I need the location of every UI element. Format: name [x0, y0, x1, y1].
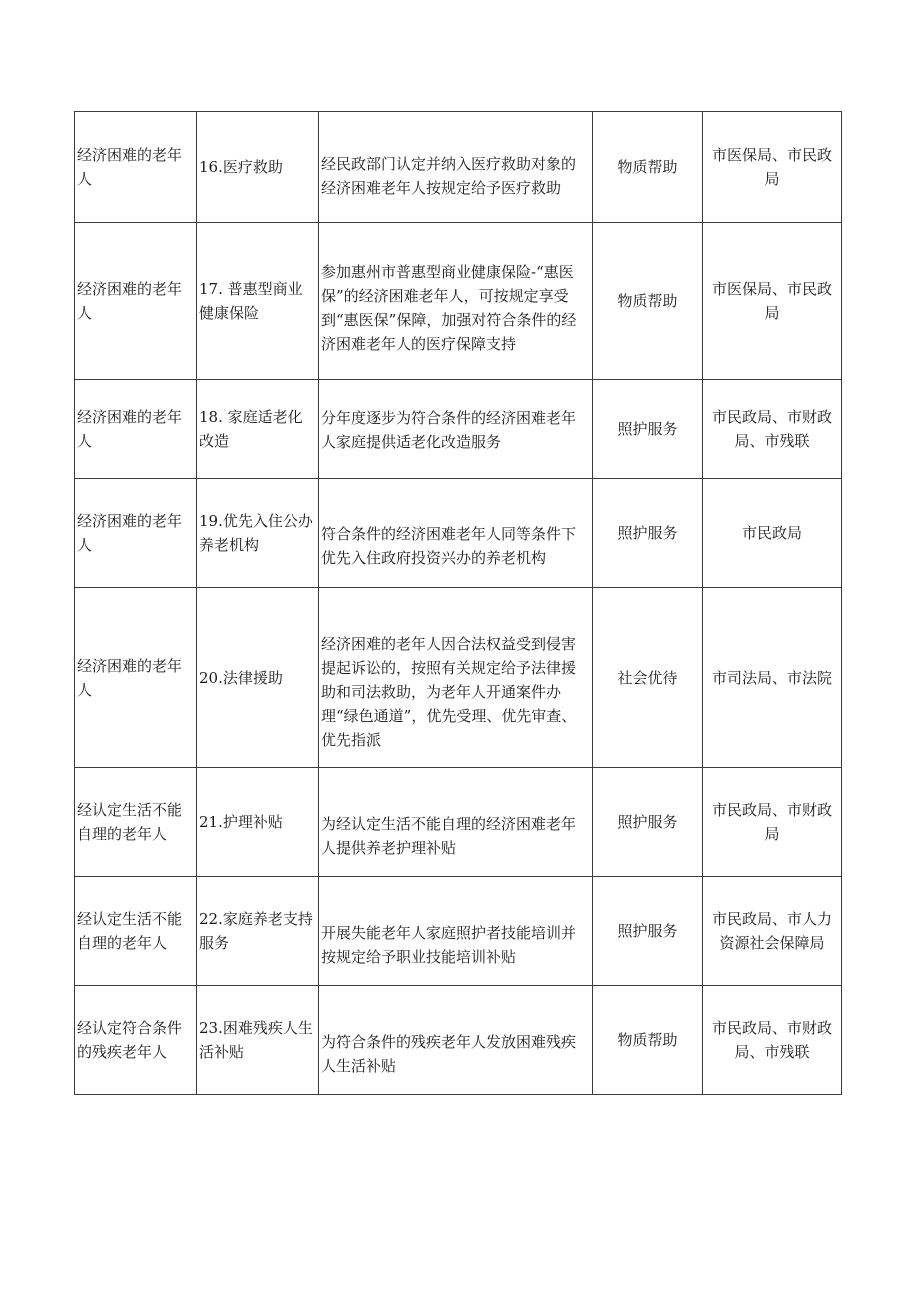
cell-item: 16.医疗救助 [197, 112, 319, 223]
cell-dept: 市民政局、市财政局、市残联 [703, 986, 842, 1095]
cell-content: 为经认定生活不能自理的经济困难老年人提供养老护理补贴 [319, 768, 593, 877]
cell-dept: 市民政局 [703, 479, 842, 588]
cell-target: 经认定生活不能自理的老年人 [75, 768, 197, 877]
cell-item: 18. 家庭适老化改造 [197, 380, 319, 479]
cell-item: 23.困难残疾人生活补贴 [197, 986, 319, 1095]
cell-type: 照护服务 [593, 768, 703, 877]
cell-content: 开展失能老年人家庭照护者技能培训并按规定给予职业技能培训补贴 [319, 877, 593, 986]
cell-type: 物质帮助 [593, 223, 703, 380]
table-row [75, 768, 842, 877]
cell-content: 分年度逐步为符合条件的经济困难老年人家庭提供适老化改造服务 [319, 380, 593, 479]
policy-table [74, 111, 842, 1095]
cell-item: 21.护理补贴 [197, 768, 319, 877]
cell-dept: 市医保局、市民政局 [703, 223, 842, 380]
cell-content: 经民政部门认定并纳入医疗救助对象的经济困难老年人按规定给予医疗救助 [319, 112, 593, 223]
table-row [75, 479, 842, 588]
cell-item: 19.优先入住公办养老机构 [197, 479, 319, 588]
cell-item: 20.法律援助 [197, 588, 319, 768]
cell-target: 经济困难的老年人 [75, 380, 197, 479]
cell-content: 参加惠州市普惠型商业健康保险-“惠医保”的经济困难老年人，可按规定享受到“惠医保”保障，加强对符合条件的经济困难老年人的医疗保障支持 [319, 223, 593, 380]
cell-target: 经济困难的老年人 [75, 588, 197, 768]
table-row [75, 112, 842, 223]
cell-type: 物质帮助 [593, 986, 703, 1095]
cell-dept: 市民政局、市人力资源社会保障局 [703, 877, 842, 986]
table-row [75, 877, 842, 986]
table-row [75, 223, 842, 380]
cell-content: 经济困难的老年人因合法权益受到侵害提起诉讼的，按照有关规定给予法律援助和司法救助，为老年人开通案件办理“绿色通道”，优先受理、优先审查、优先指派 [319, 588, 593, 768]
cell-item: 17. 普惠型商业健康保险 [197, 223, 319, 380]
cell-type: 照护服务 [593, 380, 703, 479]
cell-type: 照护服务 [593, 877, 703, 986]
cell-type: 物质帮助 [593, 112, 703, 223]
cell-dept: 市司法局、市法院 [703, 588, 842, 768]
table-row [75, 986, 842, 1095]
table-row [75, 380, 842, 479]
cell-type: 社会优待 [593, 588, 703, 768]
cell-target: 经济困难的老年人 [75, 112, 197, 223]
cell-dept: 市医保局、市民政局 [703, 112, 842, 223]
cell-dept: 市民政局、市财政局 [703, 768, 842, 877]
cell-target: 经认定生活不能自理的老年人 [75, 877, 197, 986]
cell-target: 经认定符合条件的残疾老年人 [75, 986, 197, 1095]
cell-content: 符合条件的经济困难老年人同等条件下优先入住政府投资兴办的养老机构 [319, 479, 593, 588]
cell-dept: 市民政局、市财政局、市残联 [703, 380, 842, 479]
cell-target: 经济困难的老年人 [75, 479, 197, 588]
cell-type: 照护服务 [593, 479, 703, 588]
table-row [75, 588, 842, 768]
cell-content: 为符合条件的残疾老年人发放困难残疾人生活补贴 [319, 986, 593, 1095]
cell-target: 经济困难的老年人 [75, 223, 197, 380]
cell-item: 22.家庭养老支持服务 [197, 877, 319, 986]
